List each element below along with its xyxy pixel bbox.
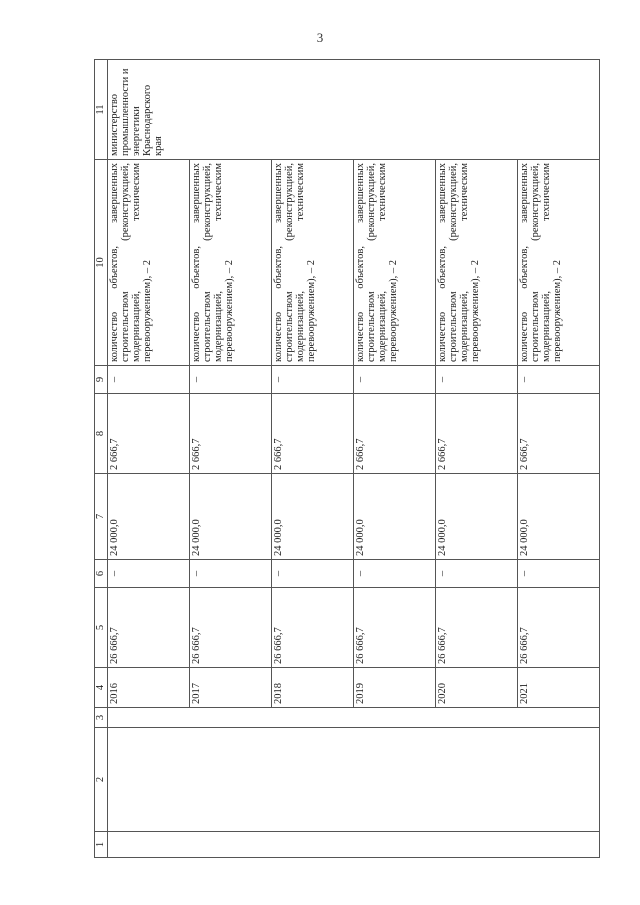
column-header: 9 bbox=[95, 366, 108, 394]
value-cell: – bbox=[108, 366, 190, 394]
empty-cell bbox=[108, 708, 600, 728]
year-cell: 2021 bbox=[518, 668, 600, 708]
year-cell: 2016 bbox=[108, 668, 190, 708]
value-cell: 24 000,0 bbox=[518, 474, 600, 560]
column-header: 6 bbox=[95, 560, 108, 588]
value-cell: 2 666,7 bbox=[436, 394, 518, 474]
value-cell: – bbox=[108, 560, 190, 588]
value-cell: 24 000,0 bbox=[272, 474, 354, 560]
value-cell: 2 666,7 bbox=[518, 394, 600, 474]
value-cell: 24 000,0 bbox=[436, 474, 518, 560]
value-cell: – bbox=[354, 560, 436, 588]
column-header: 1 bbox=[95, 832, 108, 858]
value-cell: – bbox=[272, 560, 354, 588]
total-cell: 26 666,7 bbox=[108, 588, 190, 668]
rotated-table-container bbox=[94, 60, 578, 858]
result-cell: количество объектов, завершенных строительством (реконструкцией, модернизацией, техническим перевооружением), – 2 bbox=[436, 160, 518, 366]
result-cell: количество объектов, завершенных строительством (реконструкцией, модернизацией, техническим перевооружением), – 2 bbox=[108, 160, 190, 366]
value-cell: 24 000,0 bbox=[190, 474, 272, 560]
column-header: 8 bbox=[95, 394, 108, 474]
empty-cell bbox=[108, 728, 600, 832]
empty-cell bbox=[108, 832, 600, 858]
value-cell: – bbox=[190, 366, 272, 394]
value-cell: 2 666,7 bbox=[354, 394, 436, 474]
value-cell: – bbox=[354, 366, 436, 394]
column-header: 5 bbox=[95, 588, 108, 668]
ministry-cell: министерство промышленности и энергетики Краснодарского края bbox=[108, 60, 600, 160]
table-row bbox=[108, 60, 190, 858]
year-cell: 2019 bbox=[354, 668, 436, 708]
year-cell: 2020 bbox=[436, 668, 518, 708]
value-cell: 24 000,0 bbox=[108, 474, 190, 560]
result-cell: количество объектов, завершенных строительством (реконструкцией, модернизацией, техническим перевооружением), – 2 bbox=[190, 160, 272, 366]
total-cell: 26 666,7 bbox=[354, 588, 436, 668]
column-header: 10 bbox=[95, 160, 108, 366]
header-row bbox=[95, 60, 108, 858]
value-cell: – bbox=[436, 366, 518, 394]
total-cell: 26 666,7 bbox=[272, 588, 354, 668]
result-cell: количество объектов, завершенных строительством (реконструкцией, модернизацией, техническим перевооружением), – 2 bbox=[272, 160, 354, 366]
program-table bbox=[94, 59, 600, 858]
column-header: 2 bbox=[95, 728, 108, 832]
total-cell: 26 666,7 bbox=[190, 588, 272, 668]
total-cell: 26 666,7 bbox=[436, 588, 518, 668]
year-cell: 2018 bbox=[272, 668, 354, 708]
value-cell: 24 000,0 bbox=[354, 474, 436, 560]
value-cell: 2 666,7 bbox=[190, 394, 272, 474]
result-cell: количество объектов, завершенных строительством (реконструкцией, модернизацией, техническим перевооружением), – 2 bbox=[518, 160, 600, 366]
value-cell: – bbox=[436, 560, 518, 588]
column-header: 11 bbox=[95, 60, 108, 160]
value-cell: – bbox=[190, 560, 272, 588]
total-cell: 26 666,7 bbox=[518, 588, 600, 668]
value-cell: 2 666,7 bbox=[108, 394, 190, 474]
value-cell: – bbox=[518, 366, 600, 394]
column-header: 4 bbox=[95, 668, 108, 708]
column-header: 3 bbox=[95, 708, 108, 728]
page-number: 3 bbox=[316, 30, 324, 45]
year-cell: 2017 bbox=[190, 668, 272, 708]
value-cell: – bbox=[518, 560, 600, 588]
value-cell: 2 666,7 bbox=[272, 394, 354, 474]
value-cell: – bbox=[272, 366, 354, 394]
result-cell: количество объектов, завершенных строительством (реконструкцией, модернизацией, техническим перевооружением), – 2 bbox=[354, 160, 436, 366]
column-header: 7 bbox=[95, 474, 108, 560]
